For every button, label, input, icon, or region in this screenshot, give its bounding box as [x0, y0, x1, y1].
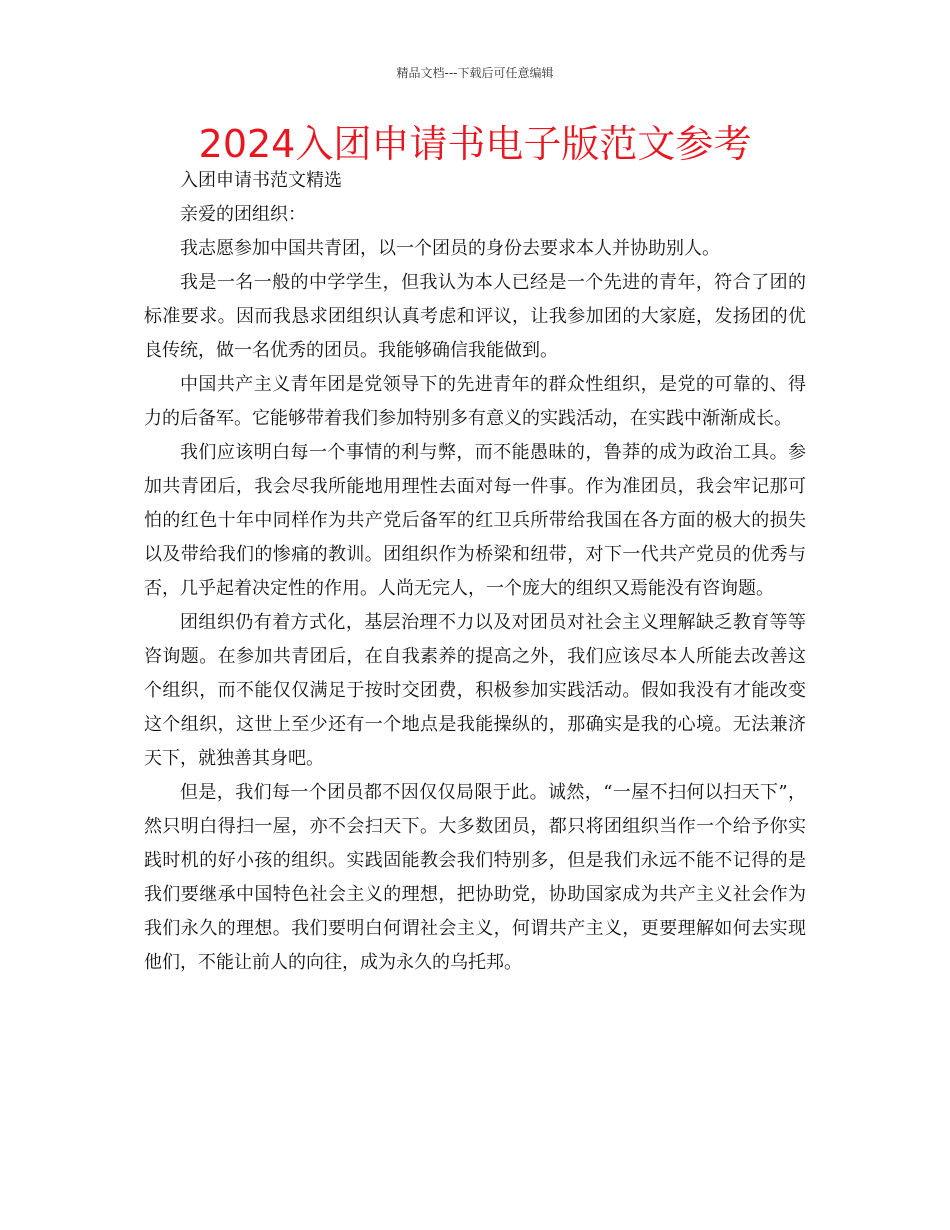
- header-note: 精品文档---下载后可任意编辑: [396, 66, 554, 80]
- document-title: 2024入团申请书电子版范文参考: [198, 122, 752, 166]
- paragraph: 团组织仍有着方式化，基层治理不力以及对团员对社会主义理解缺乏教育等等咨询题。在参加共青团后，在自我素养的提高之外，我们应该尽本人所能去改善这个组织，而不能仅仅满足于按时交团费，积极参加实践活动。假如我没有才能改变这个组织，这世上至少还有一个地点是我能操纵的，那确实是我的心境。无法兼济天下，就独善其身吧。: [144, 612, 806, 769]
- paragraph-subtitle: 入团申请书范文精选: [180, 170, 342, 191]
- document-body: [144, 164, 806, 980]
- paragraph: 中国共产主义青年团是党领导下的先进青年的群众性组织，是党的可靠的、得力的后备军。它能够带着我们参加特别多有意义的实践活动，在实践中渐渐成长。: [144, 374, 806, 429]
- paragraph: 我志愿参加中国共青团，以一个团员的身份去要求本人并协助别人。: [180, 238, 720, 259]
- paragraph: 我是一名一般的中学学生，但我认为本人已经是一个先进的青年，符合了团的标准要求。因而我恳求团组织认真考虑和评议，让我参加团的大家庭，发扬团的优良传统，做一名优秀的团员。我能够确信我能做到。: [144, 272, 806, 361]
- paragraph-salutation: 亲爱的团组织：: [180, 204, 306, 225]
- paragraph: 我们应该明白每一个事情的利与弊，而不能愚昧的，鲁莽的成为政治工具。参加共青团后，我会尽我所能地用理性去面对每一件事。作为准团员，我会牢记那可怕的红色十年中同样作为共产党后备军的红卫兵所带给我国在各方面的极大的损失以及带给我们的惨痛的教训。团组织作为桥梁和纽带，对下一代共产党员的优秀与否，几乎起着决定性的作用。人尚无完人，一个庞大的组织又焉能没有咨询题。: [144, 442, 806, 599]
- paragraph: 但是，我们每一个团员都不因仅仅局限于此。诚然，“一屋不扫何以扫天下”，然只明白得扫一屋，亦不会扫天下。大多数团员，都只将团组织当作一个给予你实践时机的好小孩的组织。实践固能教会我们特别多，但是我们永远不能不记得的是我们要继承中国特色社会主义的理想，把协助党，协助国家成为共产主义社会作为我们永久的理想。我们要明白何谓社会主义，何谓共产主义，更要理解如何去实现他们，不能让前人的向往，成为永久的乌托邦。: [144, 782, 806, 973]
